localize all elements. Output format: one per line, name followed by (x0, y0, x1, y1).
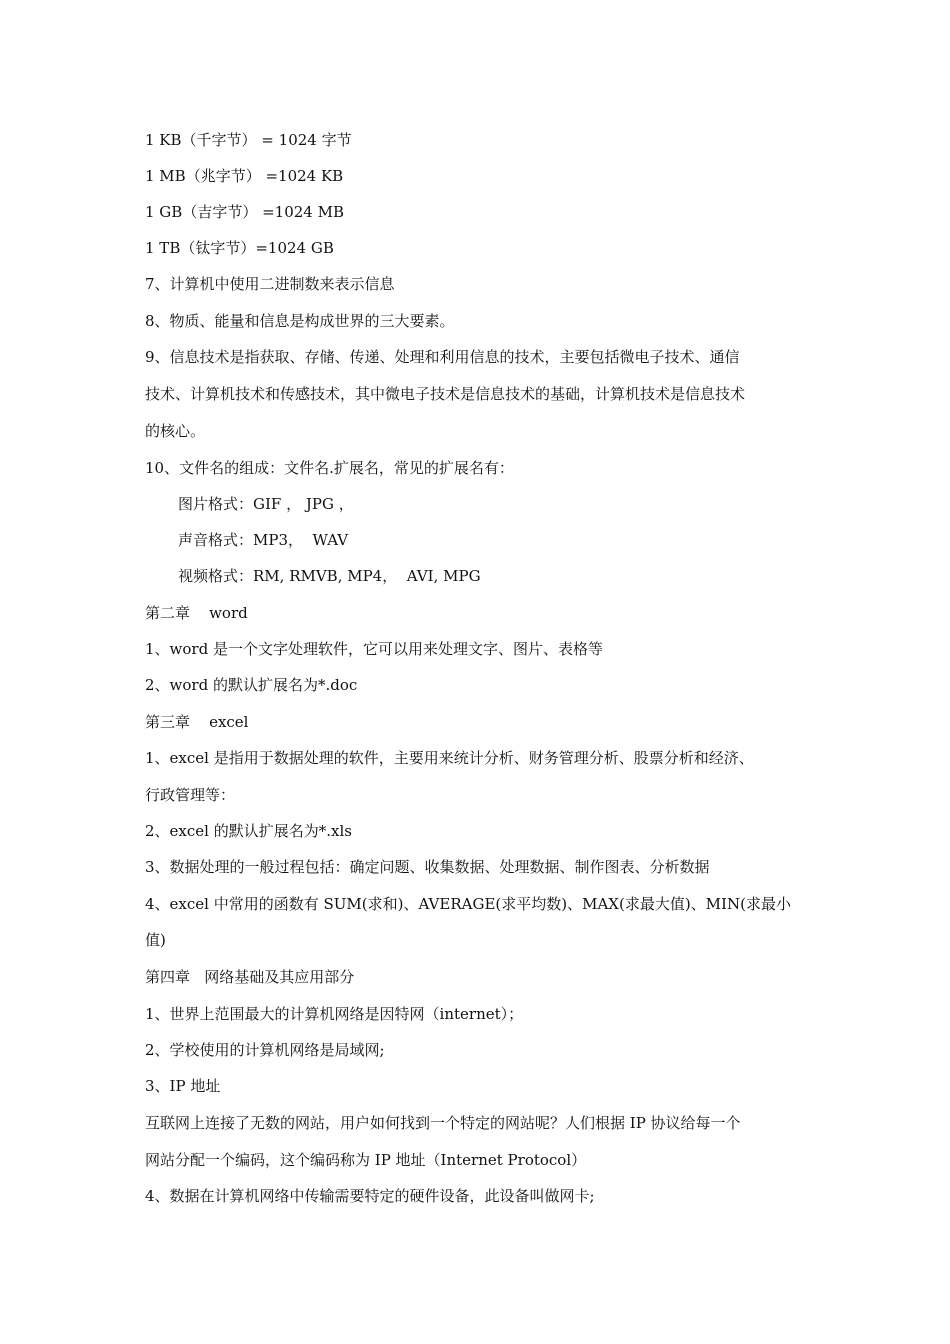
network-item-3: 3、IP 地址 (145, 1077, 221, 1095)
image-formats: 图片格式：GIF ， JPG ， (178, 495, 354, 513)
ip-paragraph-line-2: 网站分配一个编码，这个编码称为 IP 地址（Internet Protocol） (145, 1151, 587, 1169)
excel-item-4-line-1: 4、excel 中常用的函数有 SUM(求和)、AVERAGE(求平均数)、MAX(求最大值)、MIN(求最小 (145, 895, 791, 913)
ip-paragraph-line-1: 互联网上连接了无数的网站，用户如何找到一个特定的网站呢？人们根据 IP 协议给每一个 (145, 1114, 741, 1132)
item-9-line-1: 9、信息技术是指获取、存储、传递、处理和利用信息的技术，主要包括微电子技术、通信 (145, 348, 740, 366)
network-item-2: 2、学校使用的计算机网络是局域网; (145, 1041, 385, 1059)
item-7: 7、计算机中使用二进制数来表示信息 (145, 275, 395, 293)
excel-item-3: 3、数据处理的一般过程包括：确定问题、收集数据、处理数据、制作图表、分析数据 (145, 858, 710, 876)
item-9-line-3: 的核心。 (145, 422, 206, 440)
item-8: 8、物质、能量和信息是构成世界的三大要素。 (145, 312, 455, 330)
chapter-3-heading: 第三章 excel (145, 713, 249, 731)
word-item-2: 2、word 的默认扩展名为*.doc (145, 676, 358, 694)
excel-item-1-line-2: 行政管理等： (145, 786, 236, 804)
excel-item-4-line-2: 值) (145, 931, 166, 949)
line-mb: 1 MB（兆字节） =1024 KB (145, 167, 344, 185)
line-gb: 1 GB（吉字节） =1024 MB (145, 203, 344, 221)
line-kb: 1 KB（千字节） = 1024 字节 (145, 131, 352, 149)
item-10: 10、文件名的组成：文件名.扩展名，常见的扩展名有： (145, 459, 514, 477)
chapter-2-heading: 第二章 word (145, 604, 248, 622)
excel-item-2: 2、excel 的默认扩展名为*.xls (145, 822, 352, 840)
chapter-4-heading: 第四章 网络基础及其应用部分 (145, 968, 355, 986)
audio-formats: 声音格式：MP3， WAV (178, 531, 349, 549)
network-item-1: 1、世界上范围最大的计算机网络是因特网（internet）； (145, 1005, 524, 1023)
network-item-4: 4、数据在计算机网络中传输需要特定的硬件设备，此设备叫做网卡; (145, 1187, 595, 1205)
line-tb: 1 TB（钛字节）=1024 GB (145, 239, 334, 257)
item-9-line-2: 技术、计算机技术和传感技术，其中微电子技术是信息技术的基础，计算机技术是信息技术 (145, 385, 746, 403)
excel-item-1-line-1: 1、excel 是指用于数据处理的软件，主要用来统计分析、财务管理分析、股票分析和经济、 (145, 749, 754, 767)
video-formats: 视频格式：RM, RMVB, MP4， AVI, MPG (178, 567, 481, 585)
word-item-1: 1、word 是一个文字处理软件，它可以用来处理文字、图片、表格等 (145, 640, 603, 658)
